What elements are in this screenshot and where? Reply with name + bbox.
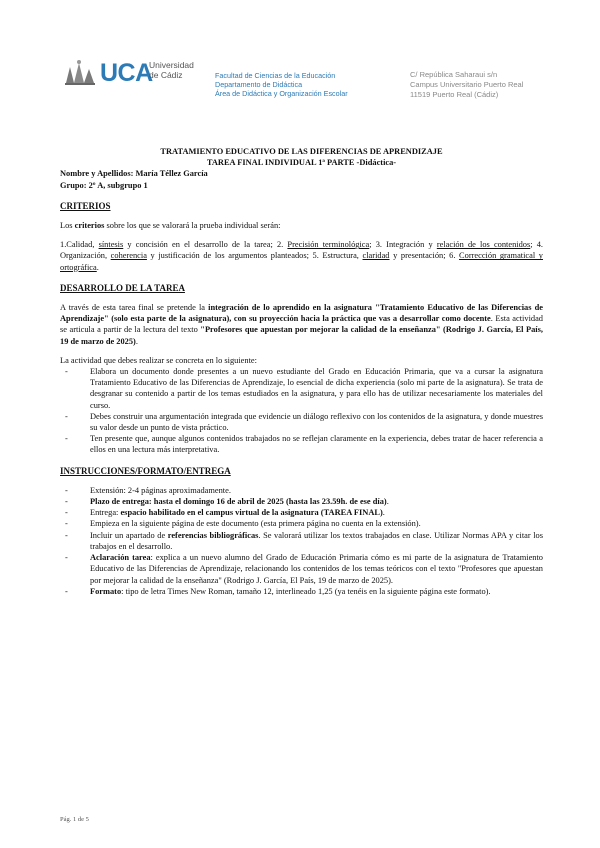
logo-wordmark: UCA [100, 59, 153, 87]
list-item: - Empieza en la siguiente página de este documento (esta primera página no cuenta en la extensión). [60, 518, 543, 529]
document-title: TRATAMIENTO EDUCATIVO DE LAS DIFERENCIAS DE APRENDIZAJE [160, 147, 443, 156]
section-desarrollo-heading: DESARROLLO DE LA TAREA [60, 282, 185, 293]
desarrollo-intro: La actividad que debes realizar se concreta en lo siguiente: [60, 355, 257, 365]
list-item: - Ten presente que, aunque algunos contenidos trabajados no se reflejan claramente en la experiencia, debes tratar de hacer referencia a ellos en una lectura más interpretativa. [60, 433, 543, 455]
document-body [60, 146, 543, 597]
list-item: - Entrega: espacio habilitado en el campus virtual de la asignatura (TAREA FINAL). [60, 507, 543, 518]
criterios-intro: Los criterios sobre los que se valorará la prueba individual serán: [60, 221, 281, 231]
university-crest-icon [62, 57, 100, 87]
address-block: C/ República Saharaui s/n Campus Universitario Puerto Real 11519 Puerto Real (Cádiz) [410, 70, 524, 99]
list-item: - Elabora un documento donde presentes a un nuevo estudiante del Grado en Educación Primaria, que va a cursar la asignatura Tratamiento Educativo de las Diferencias de Aprendizaje, lo esencial de dicha experiencia (solo mi parte de la asignatura). Se trata de desgranar su contenido a partir de los temas estudiados en la asignatura, y para ello has de utilizar necesariamente los materiales del curso. [60, 366, 543, 411]
desarrollo-paragraph: A través de esta tarea final se pretende la integración de lo aprendido en la asignatura "Tratamiento Educativo de las Diferencias de Aprendizaje" (solo esta parte de la asignatura), con su proyección hacia la práctica que vas a desarrollar como docente. Esta actividad se articula a partir de la lectura del texto "Profesores que apuestan por mejorar la calidad de la enseñanza" (Rodrigo J. García, El País, 19 de marzo de 2025). [60, 303, 543, 346]
logo-university-name: Universidad de Cádiz [149, 60, 194, 80]
section-instrucciones-heading: INSTRUCCIONES/FORMATO/ENTREGA [60, 465, 231, 476]
section-criterios-heading: CRITERIOS [60, 200, 111, 211]
student-group: Grupo: 2º A, subgrupo 1 [60, 180, 148, 190]
list-item: - Extensión: 2-4 páginas aproximadamente. [60, 485, 543, 496]
document-subtitle: TAREA FINAL INDIVIDUAL 1ª PARTE -Didáctica- [206, 158, 397, 168]
student-name: Nombre y Apellidos: María Téllez García [60, 169, 208, 179]
page-header [0, 0, 600, 110]
list-item: - Plazo de entrega: hasta el domingo 16 de abril de 2025 (hasta las 23.59h. de ese día). [60, 496, 543, 507]
instrucciones-list [60, 485, 543, 597]
list-item: - Aclaración tarea: explica a un nuevo alumno del Grado de Educación Primaria cómo es mi parte de la asignatura de Tratamiento Educativo de las Diferencias de Aprendizaje, relacionando los contenidos de los temas teóricos con el texto "Profesores que apuestan por mejorar la calidad de la enseñanza" (Rodrigo J. García, El País, 19 de marzo de 2025). [60, 552, 543, 586]
page-number: Pág. 1 de 5 [60, 816, 89, 823]
list-item: - Formato: tipo de letra Times New Roman, tamaño 12, interlineado 1,25 (ya tenéis en la siguiente página este formato). [60, 586, 543, 597]
criterios-list: 1.Calidad, síntesis y concisión en el desarrollo de la tarea; 2. Precisión terminológica; 3. Integración y relación de los contenidos; 4. Organización, coherencia y justificación de los argumentos planteados; 5. Estructura, claridad y presentación; 6. Corrección gramatical y ortográfica. [60, 240, 544, 272]
list-item: - Debes construir una argumentación integrada que evidencie un diálogo reflexivo con los contenidos de la asignatura, y donde muestres su valor desde un punto de vista práctico. [60, 411, 543, 433]
faculty-block: Facultad de Ciencias de la Educación Departamento de Didáctica Área de Didáctica y Organización Escolar [215, 71, 348, 98]
uca-logo [62, 57, 212, 89]
list-item: - Incluir un apartado de referencias bibliográficas. Se valorará utilizar los textos trabajados en clase. Utilizar Normas APA y citar los trabajos en el desarrollo. [60, 530, 543, 552]
desarrollo-list [60, 366, 543, 456]
